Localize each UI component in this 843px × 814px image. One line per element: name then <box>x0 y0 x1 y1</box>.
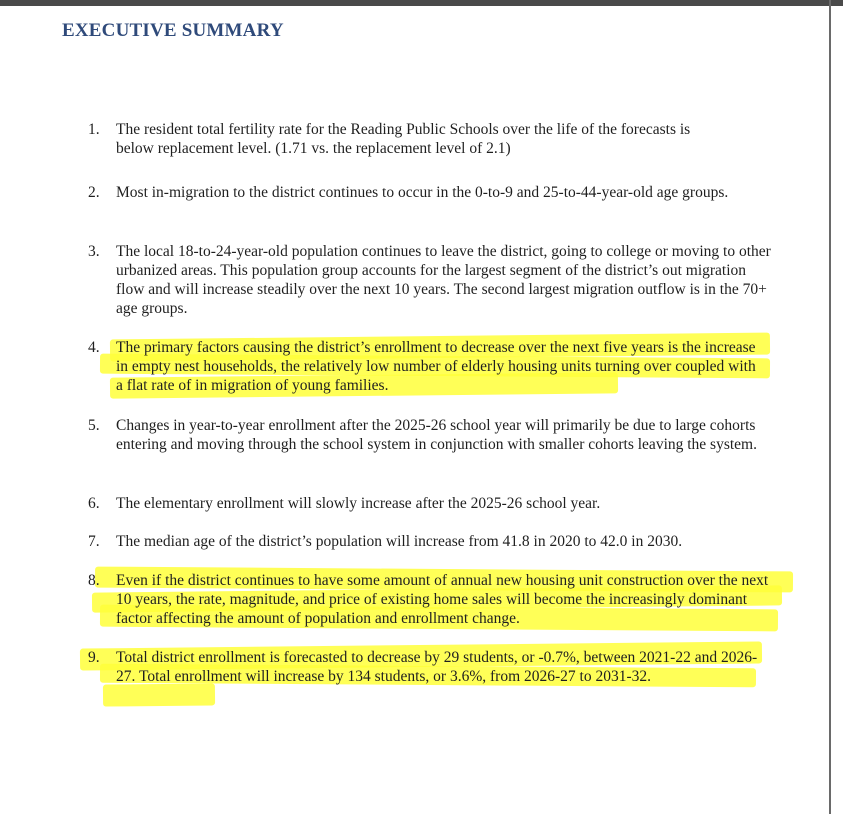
page-right-edge <box>829 0 831 814</box>
list-item-number: 1. <box>88 121 100 138</box>
list-item-text: The median age of the district’s population will increase from 41.8 in 2020 to 42.0 in 2030. <box>116 533 683 550</box>
page-top-border <box>0 0 843 6</box>
list-item-number: 6. <box>88 495 100 512</box>
list-item-number: 3. <box>88 243 100 260</box>
list-item-text: The elementary enrollment will slowly increase after the 2025-26 school year. <box>116 495 601 512</box>
highlight-item-9-line3 <box>103 683 215 706</box>
list-item-text: The local 18-to-24-year-old population continues to leave the district, going to college or moving to other urbanized areas. This population group accounts for the largest segment of the district’s out migration flow and will increase steadily over the next 10 years. The second largest migration outflow is in the 70+ age groups. <box>116 243 771 317</box>
list-item-number: 9. <box>88 649 100 666</box>
list-item-number: 7. <box>88 533 100 550</box>
list-item-number: 5. <box>88 417 100 434</box>
page-title: EXECUTIVE SUMMARY <box>62 20 284 41</box>
list-item-text: Most in-migration to the district continues to occur in the 0-to-9 and 25-to-44-year-old age groups. <box>116 184 729 201</box>
list-item-text: Changes in year-to-year enrollment after the 2025-26 school year will primarily be due to large cohorts entering and moving through the school system in conjunction with smaller cohorts leaving the system. <box>116 417 757 453</box>
list-item-number: 4. <box>88 339 100 356</box>
list-item-number: 8. <box>88 572 100 589</box>
list-item-text: Total district enrollment is forecasted to decrease by 29 students, or -0.7%, between 2021-22 and 2026-27. Total enrollment will increase by 134 students, or 3.6%, from 2026-27 to 2031-32. <box>116 649 758 685</box>
list-item-text: The resident total fertility rate for the Reading Public Schools over the life of the forecasts is below replacement level. (1.71 vs. the replacement level of 2.1) <box>116 121 691 157</box>
list-item-number: 2. <box>88 184 100 201</box>
list-item-text: The primary factors causing the district’s enrollment to decrease over the next five years is the increase in empty nest households, the relatively low number of elderly housing units turning over coupled with a flat rate of in migration of young families. <box>116 339 756 394</box>
list-item-text: Even if the district continues to have some amount of annual new housing unit construction over the next 10 years, the rate, magnitude, and price of existing home sales will become the increasingly dominant factor affecting the amount of population and enrollment change. <box>116 572 769 627</box>
